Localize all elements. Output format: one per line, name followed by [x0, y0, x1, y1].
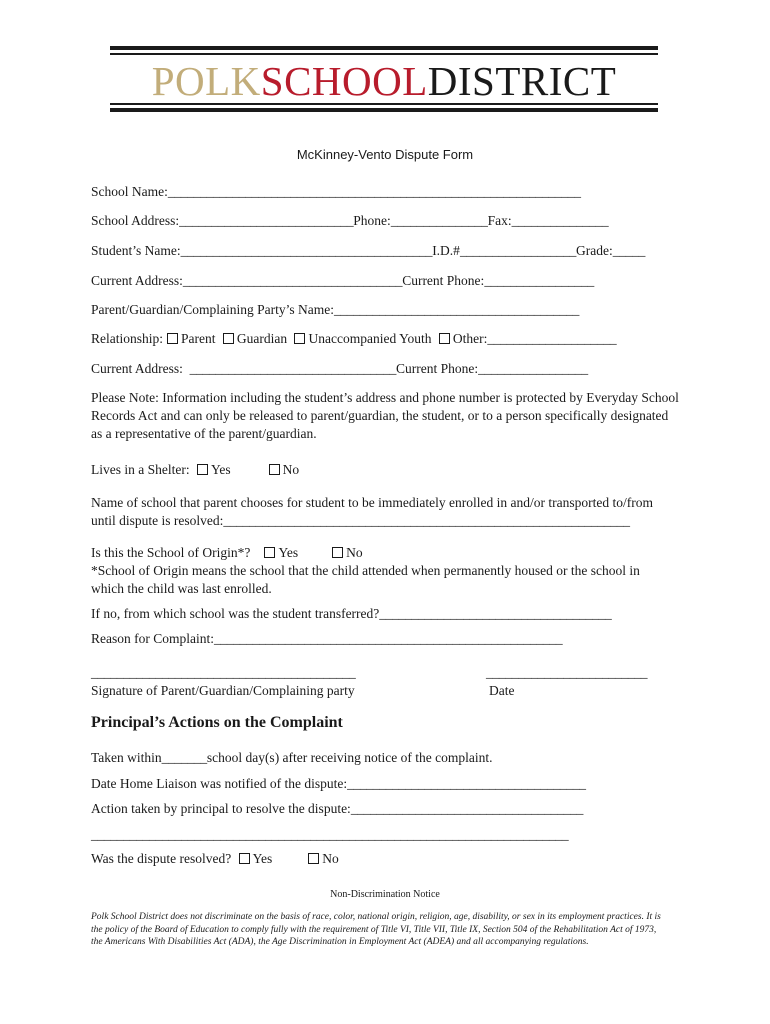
resolved-label: Was the dispute resolved? [91, 851, 232, 866]
signature-line[interactable]: _________________________________________ [91, 665, 356, 680]
resolved-yes-label: Yes [252, 851, 273, 866]
shelter-yes-label: Yes [210, 462, 231, 477]
other-field[interactable]: ____________________ [487, 331, 617, 346]
shelter-yes-checkbox[interactable] [197, 464, 208, 475]
school-name-label: School Name: [91, 184, 168, 199]
grade-field[interactable]: _____ [612, 243, 646, 258]
school-address-field[interactable]: ___________________________ [179, 213, 354, 228]
current-phone-field[interactable]: _________________ [484, 273, 594, 288]
origin-no-checkbox[interactable] [332, 547, 343, 558]
current-address-field[interactable]: __________________________________ [182, 273, 403, 288]
student-name-field[interactable]: _______________________________________ [180, 243, 433, 258]
id-label: I.D.# [432, 243, 460, 258]
date-label: Date [489, 683, 515, 698]
shelter-no-checkbox[interactable] [269, 464, 280, 475]
unaccompanied-youth-checkbox[interactable] [294, 333, 305, 344]
guardian-checkbox[interactable] [223, 333, 234, 344]
logo-bottom-rule-thin [110, 103, 658, 105]
current-address-2-label: Current Address: [91, 361, 183, 376]
liaison-row [91, 775, 586, 792]
origin-footnote: *School of Origin means the school that the child attended when permanently housed or the school in which the child was last enrolled. [91, 563, 640, 596]
school-address-label: School Address: [91, 213, 180, 228]
phone-label: Phone: [353, 213, 391, 228]
id-field[interactable]: __________________ [459, 243, 577, 258]
transfer-row [91, 605, 612, 622]
shelter-row [91, 461, 299, 478]
action-row [91, 800, 583, 817]
shelter-label: Lives in a Shelter: [91, 462, 190, 477]
transfer-label: If no, from which school was the student transferred? [91, 606, 380, 621]
school-name-field[interactable]: ________________________________________________________________ [167, 184, 581, 199]
origin-question: Is this the School of Origin*? [91, 545, 251, 560]
unaccompanied-youth-option: Unaccompanied Youth [308, 331, 432, 346]
date-line[interactable]: _________________________ [486, 665, 648, 680]
current-address-2-field[interactable]: ________________________________ [189, 361, 397, 376]
other-option: Other: [452, 331, 488, 346]
current-address-label: Current Address: [91, 273, 183, 288]
transfer-field[interactable]: ____________________________________ [379, 606, 612, 621]
fax-field[interactable]: _______________ [511, 213, 609, 228]
taken-within-suffix: school day(s) after receiving notice of the complaint. [206, 750, 493, 765]
grade-label: Grade: [576, 243, 613, 258]
form-title: McKinney-Vento Dispute Form [296, 147, 474, 162]
current-phone-2-field[interactable]: _________________ [478, 361, 588, 376]
resolved-no-label: No [322, 851, 339, 866]
origin-yes-checkbox[interactable] [264, 547, 275, 558]
complaining-party-row [91, 301, 579, 318]
privacy-note: Please Note: Information including the student’s address and phone number is protected by Everyday School Records Act and can only be released to parent/guardian, the student, or to a person specifically designated as a representative of the parent/guardian. [91, 390, 679, 441]
principal-section-heading: Principal’s Actions on the Complaint [91, 714, 343, 731]
school-name-row [91, 183, 581, 200]
taken-within-row [91, 749, 492, 766]
non-discrimination-title: Non-Discrimination Notice [330, 889, 440, 900]
other-checkbox[interactable] [439, 333, 450, 344]
liaison-date-field[interactable]: _____________________________________ [347, 776, 586, 791]
polk-school-district-logo [110, 57, 658, 104]
logo-polk: POLK [151, 57, 261, 104]
relationship-label: Relationship: [91, 331, 163, 346]
resolved-no-checkbox[interactable] [308, 853, 319, 864]
logo-top-rule-thick [110, 46, 658, 50]
school-choice-row-2 [91, 512, 630, 529]
logo-school: SCHOOL [260, 57, 428, 104]
origin-no-label: No [346, 545, 363, 560]
complaining-party-label: Parent/Guardian/Complaining Party’s Name: [91, 302, 334, 317]
school-choice-field[interactable]: _______________________________________________________________ [223, 513, 630, 528]
school-address-row [91, 212, 608, 229]
reason-row [91, 630, 562, 647]
school-choice-text-2: until dispute is resolved: [91, 513, 224, 528]
student-name-label: Student’s Name: [91, 243, 181, 258]
logo-top-rule-thin [110, 53, 658, 55]
liaison-label: Date Home Liaison was notified of the dispute: [91, 776, 348, 791]
current-phone-2-label: Current Phone: [396, 361, 479, 376]
school-choice-row [91, 494, 653, 511]
school-days-field[interactable]: _______ [161, 750, 207, 765]
fax-label: Fax: [487, 213, 512, 228]
signature-label: Signature of Parent/Guardian/Complaining party [91, 683, 355, 698]
action-continuation-line[interactable]: __________________________________________________________________________ [91, 827, 569, 842]
parent-checkbox[interactable] [167, 333, 178, 344]
resolved-row [91, 850, 339, 867]
current-address-row [91, 272, 594, 289]
resolved-yes-checkbox[interactable] [239, 853, 250, 864]
student-name-row [91, 242, 645, 259]
logo-bottom-rule-thick [110, 108, 658, 112]
action-label: Action taken by principal to resolve the dispute: [91, 801, 351, 816]
action-field[interactable]: ____________________________________ [350, 801, 584, 816]
complaining-party-field[interactable]: ______________________________________ [333, 302, 580, 317]
taken-within-label: Taken within [91, 750, 162, 765]
guardian-option: Guardian [236, 331, 288, 346]
origin-row [91, 544, 363, 561]
origin-yes-label: Yes [278, 545, 299, 560]
reason-field[interactable]: ______________________________________________________ [213, 631, 563, 646]
current-address-2-row [91, 360, 588, 377]
school-choice-text: Name of school that parent chooses for student to be immediately enrolled in and/or transported to/from [91, 495, 653, 510]
shelter-no-label: No [282, 462, 300, 477]
logo-district: DISTRICT [427, 57, 617, 104]
reason-label: Reason for Complaint: [91, 631, 214, 646]
phone-field[interactable]: _______________ [390, 213, 488, 228]
parent-option: Parent [181, 331, 216, 346]
relationship-row [91, 330, 616, 347]
non-discrimination-text: Polk School District does not discriminate on the basis of race, color, national origin, religion, age, disability, or sex in its employment practices. It is the policy of the Board of Education to comply fully with the requirement of Title VI, Title VII, Title IX, Section 504 of the Rehabilitation Act of 1973, the Americans With Disabilities Act (ADA), the Age Discrimination in Employment Act (ADEA) and all accompanying regulations. [91, 912, 661, 947]
current-phone-label: Current Phone: [402, 273, 485, 288]
